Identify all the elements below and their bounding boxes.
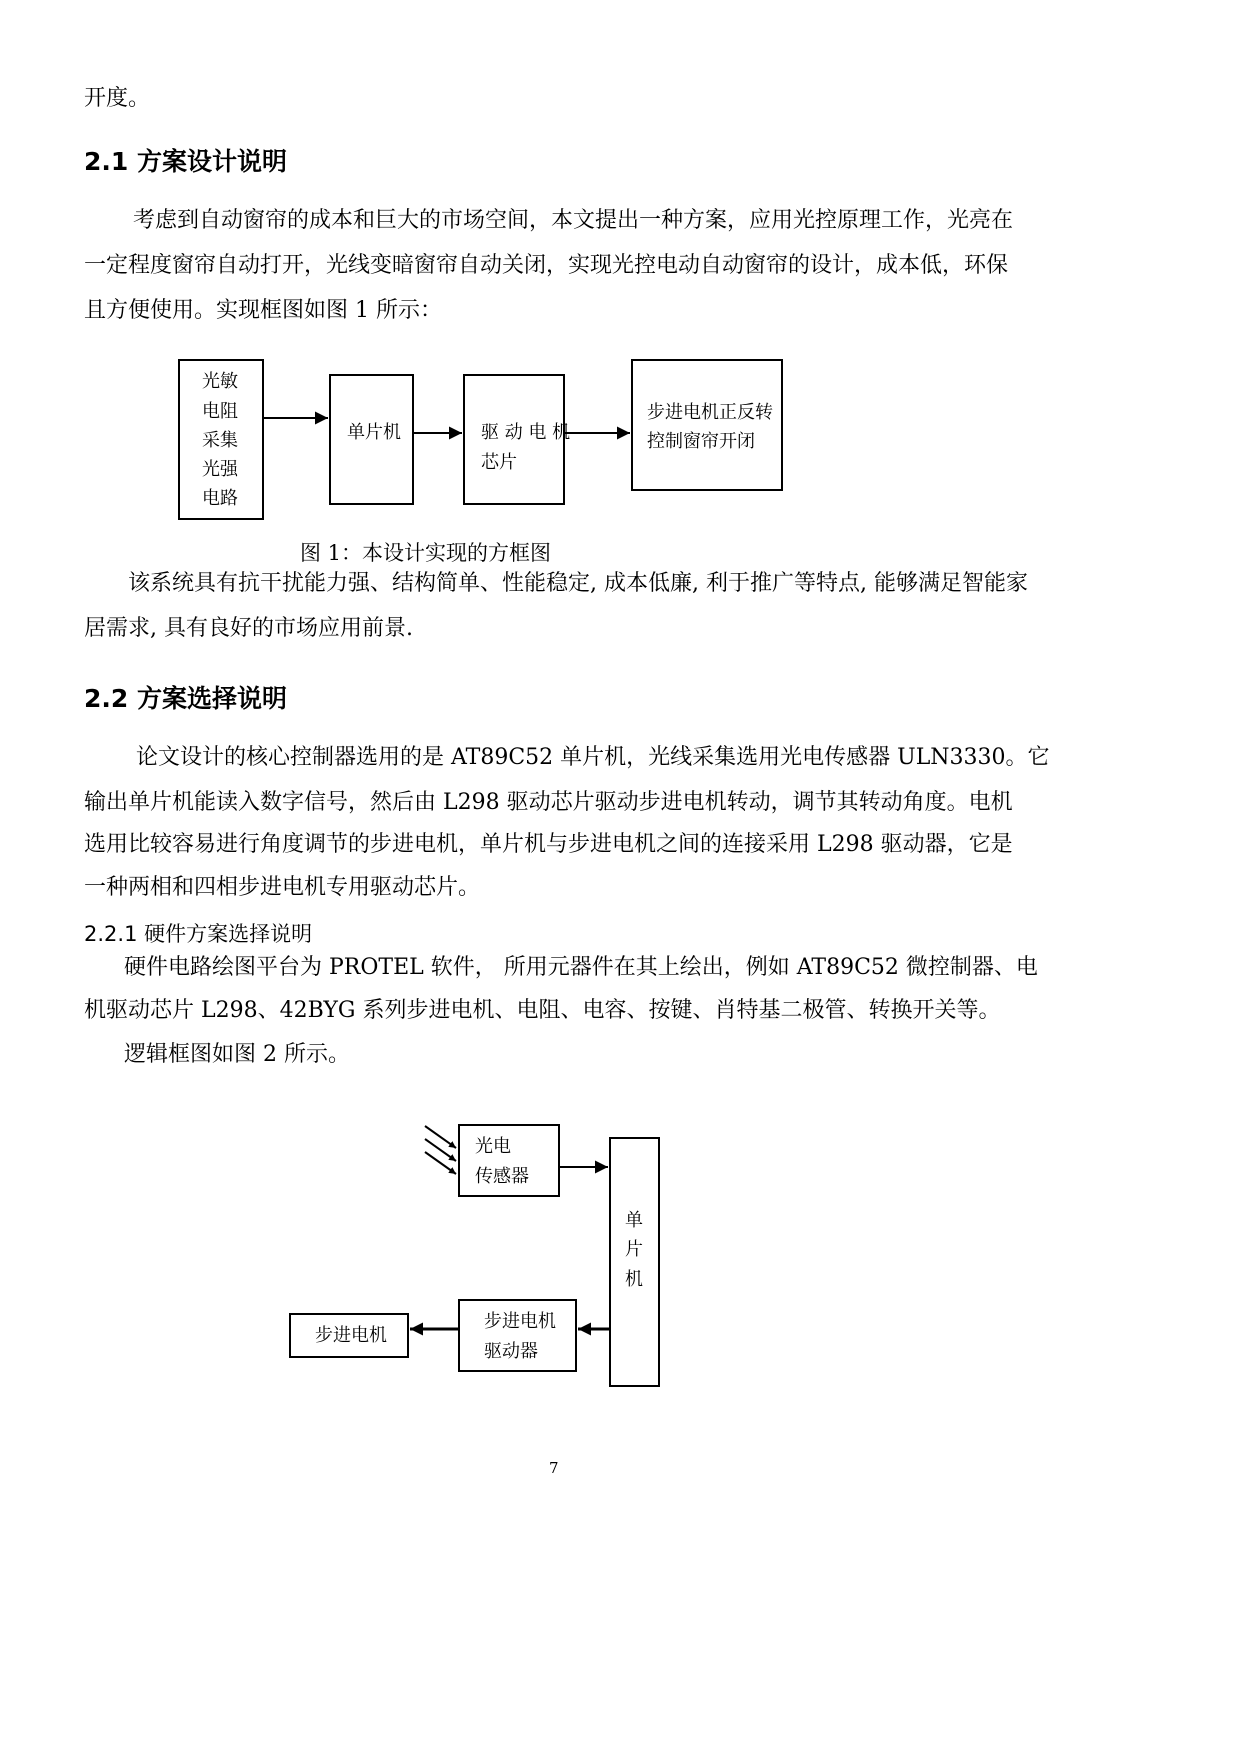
fig2-mcu-char: 单 xyxy=(625,1210,643,1231)
paragraph-1-line-1: 考虑到自动窗帘的成本和巨大的市场空间，本文提出一种方案，应用光控原理工作，光亮在 xyxy=(133,208,1014,233)
fig1-driver-line: 芯片 xyxy=(481,452,517,473)
paragraph-5-line-1: 逻辑框图如图 2 所示。 xyxy=(124,1042,350,1067)
fig2-mcu-char: 机 xyxy=(625,1269,643,1290)
fig1-sensor-line: 光强 xyxy=(202,459,238,480)
paragraph-2-line-2: 居需求, 具有良好的市场应用前景. xyxy=(84,616,413,641)
paragraph-1-line-3: 且方便使用。实现框图如图 1 所示： xyxy=(84,298,442,323)
fig1-motor-line: 控制窗帘开闭 xyxy=(647,431,755,452)
fig1-sensor-line: 电路 xyxy=(202,488,238,509)
paragraph-3-line-4: 一种两相和四相步进电机专用驱动芯片。 xyxy=(84,875,481,900)
light-rays-icon xyxy=(425,1126,456,1174)
intro-tail-text: 开度。 xyxy=(84,86,151,111)
figure-1-caption: 图 1：本设计实现的方框图 xyxy=(300,541,552,565)
fig2-motor-label: 步进电机 xyxy=(315,1325,387,1346)
fig1-sensor-line: 光敏 xyxy=(202,371,238,392)
paragraph-4-line-1: 硬件电路绘图平台为 PROTEL 软件， 所用元器件在其上绘出，例如 AT89C52 微控制器、电 xyxy=(124,955,1038,980)
fig2-driver-line: 步进电机 xyxy=(484,1311,556,1332)
paragraph-2-line-1: 该系统具有抗干扰能力强、结构简单、性能稳定, 成本低廉, 利于推广等特点, 能够满足智能家 xyxy=(128,571,1028,596)
fig1-mcu-label: 单片机 xyxy=(347,422,401,443)
paragraph-1-line-2: 一定程度窗帘自动打开，光线变暗窗帘自动关闭，实现光控电动自动窗帘的设计，成本低，环保 xyxy=(84,253,1009,278)
paragraph-3-line-1: 论文设计的核心控制器选用的是 AT89C52 单片机，光线采集选用光电传感器 ULN3330。它 xyxy=(136,745,1050,770)
paragraph-4-line-2: 机驱动芯片 L298、42BYG 系列步进电机、电阻、电容、按键、肖特基二极管、转换开关等。 xyxy=(84,998,1001,1023)
fig1-motor-line: 步进电机正反转 xyxy=(647,402,773,423)
paragraph-3-line-2: 输出单片机能读入数字信号，然后由 L298 驱动芯片驱动步进电机转动，调节其转动角度。电机 xyxy=(84,790,1013,815)
fig2-photosensor-line: 传感器 xyxy=(475,1166,529,1187)
paragraph-3-line-3: 选用比较容易进行角度调节的步进电机，单片机与步进电机之间的连接采用 L298 驱动器，它是 xyxy=(84,832,1013,857)
fig1-sensor-line: 采集 xyxy=(202,430,238,451)
section-heading-2-1: 2.1 方案设计说明 xyxy=(84,147,287,176)
fig2-photosensor-line: 光电 xyxy=(475,1136,511,1157)
fig1-driver-line: 驱 动 电 机 xyxy=(481,422,571,443)
fig2-mcu-char: 片 xyxy=(625,1239,643,1260)
fig1-sensor-line: 电阻 xyxy=(202,401,238,422)
fig2-driver-line: 驱动器 xyxy=(484,1341,538,1362)
subsection-heading-2-2-1: 2.2.1 硬件方案选择说明 xyxy=(84,922,313,946)
section-heading-2-2: 2.2 方案选择说明 xyxy=(84,684,287,713)
page-number: 7 xyxy=(549,1459,559,1477)
